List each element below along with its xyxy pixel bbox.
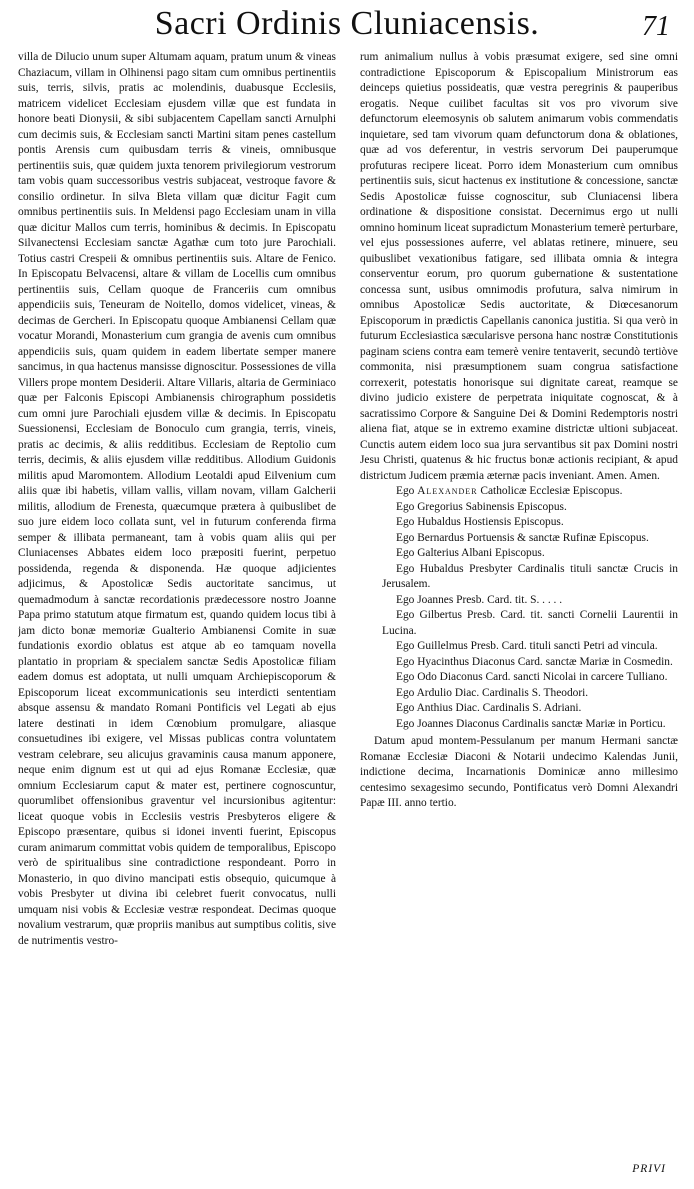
signature-line: Ego Hubaldus Presbyter Cardinalis tituli sanctæ Crucis in Jerusalem. <box>382 562 678 590</box>
signature-line: Ego Joannes Diaconus Cardinalis sanctæ Mariæ in Porticu. <box>396 717 666 730</box>
signature-line: Ego Joannes Presb. Card. tit. S. . . . . <box>396 593 563 606</box>
signature-line: Ego Guillelmus Presb. Card. tituli sancti Petri ad vincula. <box>396 640 658 652</box>
page-number: 71 <box>642 11 670 42</box>
right-column-text: rum animalium nullus à vobis præsumat exigere, sed sine omni contradictione Episcoporum & Episcopalium Ministrorum eas deinceps quietius possideatis, quæ vestra peregrinis & pauperibus erogatis. Neque cuilibet facultas sit vos pro vivorum sive defunctorum eleemosynis ob salutem animarum vobis commendatis inquietare, sed tam vivorum quam defunctorum dona & oblationes, quæ ad vos deferentur, in vestris servorum Dei pauperumque profuturas recipere liceat. Porro idem Monasterium cum omnibus pertinentiis suis, sicut hactenus ex institutione & concessione, sanctæ Sedis Apostolicæ fuisse cognoscitur, sub Cluniacensi libera ordinatione & dispositione consistat. Decernimus ergo ut nulli omnino hominum liceat supradictum Monasterium temerè perturbare, vel ejus possessiones auferre, vel ablatas retinere, minuere, seu quibuslibet vexationibus fatigare, sed illibata omnia & integra conserventur eorum, pro quorum gubernatione & sustentatione concessa sunt, usibus omnimodis profutura, salva nimirum in omnibus Apostolicæ Sedis auctoritate, & Diœcesanorum Episcoporum in prædictis Capellanis canonica justitia. Si qua verò in futurum Ecclesiastica sæcularisve persona hanc nostræ Constitutionis paginam sciens contra eam temerè venire tentaverit, secundò tertiòve commonita, nisi præsumptionem suam congrua satisfactione correxerit, potestatis honorisque sui dignitate careat, reamque se divino judicio existere de perpetrata iniquitate cognoscat, & à sacratissimo Corpore & Sanguine Dei & Domini Redemptoris nostri aliena fiat, atque se in extremo examine districtæ ultioni subjaceat. Cunctis autem eidem loco sua jura servantibus sit pax Domini nostri Jesu Christi, quatenus & hic fructus bonæ actionis recipiant, & apud districtum Judicem præmia æternæ pacis inveniant. Amen. Amen. <box>360 51 678 482</box>
signature-line: Ego Gilbertus Presb. Card. tit. sancti Cornelii Laurentii in Lucina. <box>382 609 678 637</box>
signature-line: Ego Bernardus Portuensis & sanctæ Rufinæ Episcopus. <box>396 531 649 544</box>
datum-paragraph: Datum apud montem-Pessulanum per manum Hermani sanctæ Romanæ Ecclesiæ Diaconi & Notarii undecimo Kalendas Junii, indictione decima, Incarnationis Dominicæ anno millesimo centesimo sexagesimo secundo, Pontificatus verò Domni Alexandri Papæ III. anno tertio. <box>360 735 678 809</box>
signature-line: Ego Odo Diaconus Card. sancti Nicolai in carcere Tulliano. <box>396 671 668 683</box>
pope-name: Alexander <box>417 485 478 497</box>
signature-line: Ego Hubaldus Hostiensis Episcopus. <box>396 516 564 528</box>
signature-line: Ego Gregorius Sabinensis Episcopus. <box>396 500 567 513</box>
right-column <box>360 50 678 1150</box>
signature-line: Ego Alexander Catholicæ Ecclesiæ Episcopus. <box>396 485 623 497</box>
signature-line: Ego Hyacinthus Diaconus Card. sanctæ Mariæ in Cosmedin. <box>396 655 673 668</box>
signature-line: Ego Ardulio Diac. Cardinalis S. Theodori. <box>396 686 589 699</box>
signature-list <box>360 484 678 732</box>
catchword: PRIVI <box>632 1163 666 1175</box>
signature-line: Ego Galterius Albani Episcopus. <box>396 547 545 559</box>
left-column-text: villa de Dilucio unum super Altumam aquam, pratum unum & vineas Chaziacum, villam in Olhinensi pago sitam cum omnibus pertinentiis suis, terris, silvis, pratis ac molendinis, duabusque Ecclesiis, matricem videlicet Ecclesiam ejusdem villæ que est fundata in honore beati Dionysii, & sibi subjacentem Capellam sancti Arnulphi cum decimis suis, & Ecclesiam sancti Martini sitam penes castellum pontis Arensis cum quibusdam terris & vineis, omnibusque pertinentiis suis, quæ quidem juxta tenorem privilegiorum vestrorum tam vobis quam successoribus vestris subjaceat, vestroque favore & consilio ordinetur. In silva Bleta villam quæ dicitur Fagit cum omnibus pertinentiis suis. In Meldensi pago Ecclesiam unam in villa quæ dicitur Mallos cum terris, hominibus & decimis. In Episcopatu Silvanectensi Ecclesiam sanctæ Agathæ cum toto jure Parochiali. Totius castri Crespeii & omnibus pertinentiis suis. Altare de Fenico. In Episcopatu Belvacensi, altare & villam de Locellis cum omnibus pertinentiis suis, Cellam quoque de Franceriis cum omnibus appendiciis suis, Teneuram de Noitello, domos videlicet, vineas, & decimas de Gercheri. In Episcopatu quoque Ambianensi Cellam quæ vocatur Morandi, Monasterium cum grangia de avenis cum omnibus appendiciis suis, quam quidem in eadem libertate semper manere sancimus, in qua hactenus mansisse dignoscitur. Possessiones de villa Villers prope montem Desiderii. Altare Villaris, altaria de Germiniaco quæ per Falconis Episcopi Ambianensis chirographum possidetis cum omni jure Parochiali ejusdem villæ & decimis. In Episcopatu Suessionensi, Ecclesiam de Bonoculo cum grangia, terris, vineis, pratis ac decimis, & aliis redditibus. Ecclesiam de Reptolio cum terris, decimis, & aliis ejusdem villæ redditibus. Allodium Guidonis militis apud Maromontem. Allodium Leotaldi apud Eilvenium cum aliis quæ ibi habetis, villam vallis, villam novam, villam Galcherii militis, allodium de Frenesta, quæcumque prætera à quibuslibet de suo jure eidem loco collata sunt, vel in futurum conferenda firma semper & illibata permaneant, tam à vobis quam aliis qui per Cluniacenses Abbates eidem loco præpositi fuerint, perpetuo possidenda, regenda & disponenda. Hæ quoque adjicientes adjicimus, & Apostolicæ Sedis auctoritate sancimus, ut quemadmodum à sanctæ recordationis prædecessore nostro Joanne Papa primo statutum atque firmatum est, quando quidem locus tibi à jam dicto bonæ memoriæ Gualterio Ambianensi Comite in suæ fundationis exordio oblatus est atque ab eo tamquam novella plantatio in propriam & specialem sanctæ Sedis Apostolicæ filiam eadem domus est adoptata, ut nulli umquam Archiepiscoporum & Episcoporum liceat excommunicationis seu interdicti sententiam absque assensu & mandato Romani Pontificis vel Legati ab ejus latere destinati in idem Cœnobium promulgare, aliasque consuetudines ibi exigere, vel Missas publicas contra voluntatem vestram celebrare, seu alicujus gravaminis causa manum apponere, neque enim dignum est ut qui ad ejus Romanæ Ecclesiæ, quæ omnium Ecclesiarum caput & mater est, pertinere cognoscuntur, quorumlibet offensionibus graventur vel incursionibus agitentur: liceat quoque vobis in Ecclesiis vestris Presbyteros eligere & Episcopo præsentare, quibus si idonei inventi fuerint, Episcopus curam animarum committat vobis quidem de temporalibus, Episcopo verò de spiritualibus sine contradictione respondeant. Porro in Monasterio, in quo divino mancipati estis obsequio, quicumque à vobis Presbyter ut divina ibi celebret fuerit convocatus, nulli umquam nisi vobis & Ecclesiæ vestræ respondeat. Decimas quoque novalium vestrarum, quæ propriis manibus aut sumptibus colitis, sive de nutrimentis vestro- <box>18 51 336 947</box>
signature-line: Ego Anthius Diac. Cardinalis S. Adriani. <box>396 702 582 714</box>
running-title: Sacri Ordinis Cluniacensis. <box>154 5 540 42</box>
left-column <box>18 50 336 1150</box>
